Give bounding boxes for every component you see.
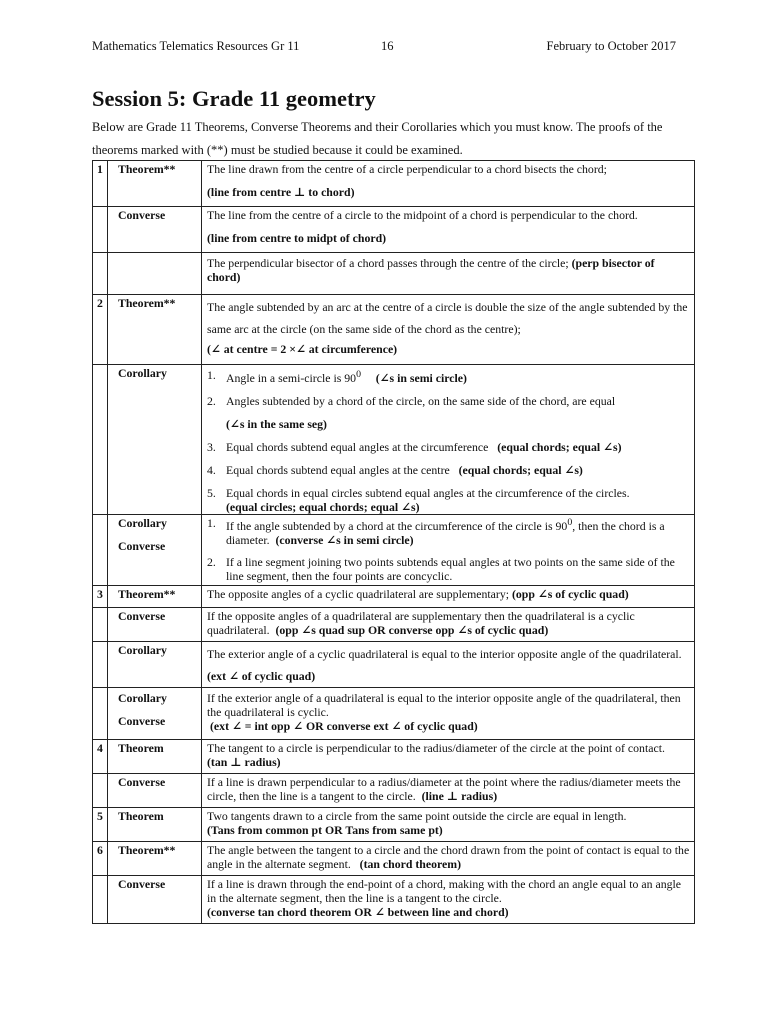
row-label: Theorem** bbox=[108, 585, 202, 607]
statement: The perpendicular bisector of a chord passes through the centre of the circle; bbox=[207, 256, 569, 270]
reason: (converse ∠s in semi circle) bbox=[275, 532, 414, 547]
list-item bbox=[207, 516, 690, 547]
table-row bbox=[93, 607, 695, 641]
theorem-number bbox=[93, 253, 108, 295]
row-label: Corollary bbox=[108, 365, 202, 515]
reason: (tan chord theorem) bbox=[359, 856, 462, 871]
statement: The angle subtended by an arc at the centre of a circle is double the size of the angle subtended by the same arc at the circle (on the same side of the chord as the centre); bbox=[207, 300, 688, 336]
row-content bbox=[202, 773, 695, 807]
statement: The opposite angles of a cyclic quadrilateral are supplementary; bbox=[207, 586, 510, 601]
item-text: Equal chords subtend equal angles at the circumference bbox=[226, 439, 489, 454]
row-label bbox=[108, 514, 202, 585]
reason: (equal circles; equal chords; equal ∠s) bbox=[226, 499, 420, 514]
reason: (line from centre to midpt of chord) bbox=[207, 231, 387, 245]
theorem-number bbox=[93, 607, 108, 641]
statement: If the opposite angles of a quadrilateral are supplementary then the quadrilateral is a cyclic quadrilateral. bbox=[207, 608, 635, 637]
row-content bbox=[202, 739, 695, 773]
list-item bbox=[207, 394, 690, 431]
item-text: Equal chords subtend equal angles at the centre bbox=[226, 462, 450, 477]
statement: If the exterior angle of a quadrilateral is equal to the interior opposite angle of the quadrilateral, then the quadrilateral is cyclic. bbox=[207, 690, 681, 719]
table-row bbox=[93, 365, 695, 515]
theorem-number bbox=[93, 207, 108, 253]
statement: Two tangents drawn to a circle from the same point outside the circle are equal in length. bbox=[207, 808, 627, 823]
theorem-number: 1 bbox=[93, 161, 108, 207]
row-content bbox=[202, 875, 695, 923]
row-content bbox=[202, 585, 695, 607]
row-content bbox=[202, 607, 695, 641]
table-row bbox=[93, 585, 695, 607]
theorem-number bbox=[93, 514, 108, 585]
corollary-list bbox=[207, 368, 690, 514]
item-text: Angle in a semi-circle is 90 bbox=[226, 370, 357, 385]
theorems-table bbox=[92, 160, 695, 924]
list-item bbox=[207, 440, 690, 454]
table-row bbox=[93, 773, 695, 807]
table-row bbox=[93, 514, 695, 585]
statement-line bbox=[207, 609, 690, 637]
theorem-number bbox=[93, 641, 108, 687]
table-row bbox=[93, 295, 695, 365]
statement-line bbox=[207, 843, 690, 871]
header-left: Mathematics Telematics Resources Gr 11 bbox=[92, 39, 300, 53]
table-row bbox=[93, 687, 695, 739]
table-row bbox=[93, 641, 695, 687]
list-item bbox=[207, 463, 690, 477]
theorem-number: 6 bbox=[93, 841, 108, 875]
theorem-number: 4 bbox=[93, 739, 108, 773]
reason: (∠s in semi circle) bbox=[375, 370, 467, 385]
theorem-number bbox=[93, 773, 108, 807]
row-label: Converse bbox=[108, 607, 202, 641]
reason: (line from centre ⊥ to chord) bbox=[207, 185, 355, 199]
statement: The line drawn from the centre of a circle perpendicular to a chord bisects the chord; bbox=[207, 162, 607, 176]
row-content bbox=[202, 687, 695, 739]
item-text: If the angle subtended by a chord at the circumference of the circle is 90 bbox=[226, 518, 568, 533]
item-number: 4. bbox=[207, 462, 216, 477]
item-number: 3. bbox=[207, 439, 216, 454]
table-row bbox=[93, 253, 695, 295]
statement-line bbox=[207, 741, 690, 769]
reason: (∠ at centre = 2 ×∠ at circumference) bbox=[207, 342, 398, 356]
row-label: Converse bbox=[108, 773, 202, 807]
statement-line bbox=[207, 775, 690, 803]
row-label: Theorem bbox=[108, 739, 202, 773]
row-label: Converse bbox=[108, 207, 202, 253]
item-number: 1. bbox=[207, 368, 216, 382]
item-text: If a line segment joining two points subtends equal angles at two points on the same side of the line segment, then the four points are concyclic. bbox=[226, 554, 675, 583]
row-content bbox=[202, 365, 695, 515]
row-label: Corollary bbox=[108, 641, 202, 687]
label-line: Corollary bbox=[118, 690, 167, 705]
row-content bbox=[202, 807, 695, 841]
statement: The tangent to a circle is perpendicular to the radius/diameter of the circle at the point of contact. bbox=[207, 740, 665, 755]
theorem-number: 3 bbox=[93, 585, 108, 607]
list-item bbox=[207, 368, 690, 385]
theorem-number bbox=[93, 365, 108, 515]
row-content bbox=[202, 253, 695, 295]
table-row bbox=[93, 841, 695, 875]
theorem-number: 5 bbox=[93, 807, 108, 841]
row-content bbox=[202, 207, 695, 253]
row-content bbox=[202, 641, 695, 687]
item-text: , then the chord is a diameter. bbox=[226, 518, 665, 547]
table-row bbox=[93, 161, 695, 207]
page-title: Session 5: Grade 11 geometry bbox=[92, 86, 376, 111]
label-line: Corollary bbox=[118, 515, 167, 530]
row-label bbox=[108, 253, 202, 295]
reason: (perp bisector of chord) bbox=[207, 256, 655, 284]
statement: The exterior angle of a cyclic quadrilateral is equal to the interior opposite angle of the quadrilateral. bbox=[207, 646, 682, 661]
statement-line bbox=[207, 643, 690, 687]
reason: (opp ∠s quad sup OR converse opp ∠s of cyclic quad) bbox=[275, 622, 549, 637]
table-row bbox=[93, 807, 695, 841]
superscript: 0 bbox=[356, 369, 361, 380]
table-row bbox=[93, 739, 695, 773]
reason: (converse tan chord theorem OR ∠ between line and chord) bbox=[207, 904, 509, 919]
statement-line bbox=[207, 587, 690, 601]
corollary-converse-list bbox=[207, 516, 690, 583]
row-label: Theorem bbox=[108, 807, 202, 841]
table-row bbox=[93, 875, 695, 923]
row-content bbox=[202, 295, 695, 365]
item-number: 2. bbox=[207, 393, 216, 408]
reason: (Tans from common pt OR Tans from same pt) bbox=[207, 822, 443, 837]
row-label: Theorem** bbox=[108, 841, 202, 875]
statement: The angle between the tangent to a circle and the chord drawn from the point of contact is equal to the angle in the alternate segment. bbox=[207, 842, 690, 871]
theorem-number bbox=[93, 875, 108, 923]
superscript: 0 bbox=[567, 516, 573, 528]
statement: If a line is drawn through the end-point of a chord, making with the chord an angle equal to an angle in the alternate segment, then the line is a tangent to the circle. bbox=[207, 876, 682, 905]
theorem-number bbox=[93, 687, 108, 739]
item-number: 5. bbox=[207, 485, 216, 500]
statement-line bbox=[207, 256, 690, 284]
row-label: Theorem** bbox=[108, 295, 202, 365]
page-number: 16 bbox=[381, 39, 394, 53]
reason: (opp ∠s of cyclic quad) bbox=[511, 586, 629, 601]
reason: (ext ∠ of cyclic quad) bbox=[207, 668, 316, 683]
row-label: Converse bbox=[108, 875, 202, 923]
reason: (∠s in the same seg) bbox=[226, 416, 327, 431]
reason: (equal chords; equal ∠s) bbox=[458, 462, 583, 477]
row-label: Theorem** bbox=[108, 161, 202, 207]
row-content bbox=[202, 161, 695, 207]
reason: (ext ∠ = int opp ∠ OR converse ext ∠ of cyclic quad) bbox=[210, 718, 478, 733]
item-number: 2. bbox=[207, 554, 216, 569]
table-row bbox=[93, 207, 695, 253]
list-item bbox=[207, 486, 690, 514]
item-number: 1. bbox=[207, 515, 216, 530]
item-text: Equal chords in equal circles subtend equal angles at the circumference of the circles. bbox=[226, 485, 630, 500]
row-content bbox=[202, 841, 695, 875]
list-item bbox=[207, 555, 690, 583]
label-line: Converse bbox=[118, 713, 166, 728]
label-line: Converse bbox=[118, 538, 166, 553]
statement: If a line is drawn perpendicular to a radius/diameter at the point where the radius/diameter meets the circle, then the line is a tangent to the circle. bbox=[207, 774, 681, 803]
reason: (line ⊥ radius) bbox=[421, 788, 498, 803]
theorem-number: 2 bbox=[93, 295, 108, 365]
header-right: February to October 2017 bbox=[546, 39, 676, 53]
reason: (tan ⊥ radius) bbox=[207, 754, 281, 769]
intro-paragraph: Below are Grade 11 Theorems, Converse Theorems and their Corollaries which you must know. The proofs of the theorems marked with (**) must be studied because it could be examined. bbox=[92, 120, 663, 157]
row-content bbox=[202, 514, 695, 585]
row-label bbox=[108, 687, 202, 739]
reason: (equal chords; equal ∠s) bbox=[497, 439, 622, 454]
statement: The line from the centre of a circle to the midpoint of a chord is perpendicular to the chord. bbox=[207, 208, 638, 222]
item-text: Angles subtended by a chord of the circle, on the same side of the chord, are equal bbox=[226, 393, 616, 408]
